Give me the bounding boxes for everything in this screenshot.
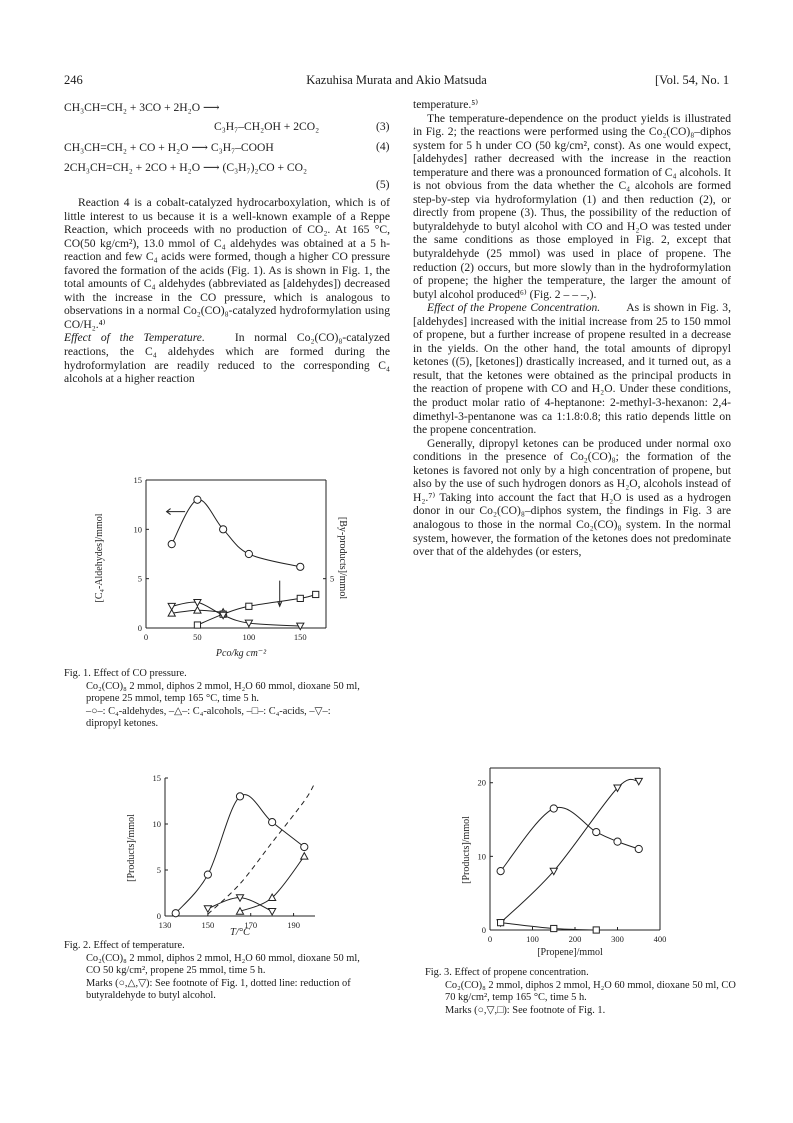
fig1-y-axis-right-label: [By-products]/mmol — [337, 516, 348, 600]
y-tick-label: 10 — [477, 851, 486, 862]
paragraph-temperature-ref: temperature.⁵⁾ — [413, 98, 479, 111]
fig3-caption-conditions: Co₂(CO)₈ 2 mmol, diphos 2 mmol, H₂O 60 mmol, dioxane 50 ml, CO 70 kg/cm², temp 165 °C, time 5 h. — [445, 979, 736, 1004]
figure-2-chart — [120, 770, 330, 940]
data-point-circle — [168, 541, 175, 548]
y-tick-label: 10 — [152, 819, 161, 829]
y-tick-label: 0 — [137, 623, 142, 633]
y-tick-label: 5 — [137, 573, 142, 584]
fig1-caption-conditions: Co₂(CO)₈ 2 mmol, diphos 2 mmol, H₂O 60 mmol, dioxane 50 ml, propene 25 mmol, temp 165 °C, time 5 h. — [86, 680, 360, 705]
x-tick-label: 100 — [526, 934, 539, 944]
fig2-caption-marks: Marks (○,△,▽): See footnote of Fig. 1, dotted line: reduction of butyraldehyde to butyl alcohol. — [86, 977, 351, 1002]
paragraph-reaction-4: Reaction 4 is a cobalt-catalyzed hydrocarboxylation, which is of little interest to us because it is a well-known example of a Reppe Reaction, which proceeds with no production of CO₂. At 165 °C, CO(50 kg/cm²), 13.0 mmol of C₄ aldehydes was obtained at a 5 h-reaction and few C₄ acids were formed, though a higher CO pressure favored the formation of the acids (Fig. 1). As is shown in Fig. 1, the total amounts of C₄ aldehydes (abbreviated as [aldehydes]) decreased with the increase in the CO pressure, which is analogous to observations in a normal Co₂(CO)₈-catalyzed hydroformylation using CO/H₂.⁴⁾ — [64, 196, 390, 331]
journal-volume: [Vol. 54, No. 1 — [655, 73, 730, 87]
paragraph-ketones: Generally, dipropyl ketones can be produced under normal oxo conditions in the presence of Co₂(CO)₈; the formation of the ketones is favored not only by a high concentration of propene, but also by the use of such hydrogen donors as H₂O, alcohols instead of H₂.⁷⁾ Taking into account the fact that H₂O is used as a hydrogen donor in our Co₂(CO)₈–diphos system, the findings in Fig. 3 are analogous to those in the normal Co₂(CO)₈ system. In the normal system, however, the formation of the ketones does not predominate over that of the aldehydes (or esters, — [413, 436, 731, 559]
fig1-right-tick-label: 5 — [330, 573, 335, 584]
section-head-temperature: Effect of the Temperature. — [64, 331, 205, 345]
equation-4: CH₃CH=CH₂ + CO + H₂O ⟶ C₃H₇–COOH — [64, 141, 274, 154]
equation-5-number: (5) — [376, 178, 390, 191]
fig2-y-axis-label: [Products]/mmol — [126, 814, 137, 882]
x-tick-label: 50 — [193, 632, 202, 642]
equation-3-line-1: CH₃CH=CH₂ + 3CO + 2H₂O ⟶ — [64, 101, 220, 114]
data-point-circle — [614, 838, 621, 845]
fig2-caption-title: Fig. 2. Effect of temperature. — [64, 940, 185, 951]
data-point-circle — [220, 526, 227, 533]
paragraph-temperature: In normal Co₂(CO)₈-catalyzed reactions, the C₄ aldehydes which are formed during the hydroformylation are readily reduced to the corresponding C₄ alcohols at a higher reaction — [64, 331, 390, 386]
series-line-c-alcohols — [240, 856, 304, 911]
fig3-y-axis-label: [Products]/mmol — [461, 816, 472, 884]
x-tick-label: 400 — [653, 934, 667, 944]
series-line-dipropyl-ketones — [501, 779, 639, 922]
fig1-caption-legend: –○–: C₄-aldehydes, –△–: C₄-alcohols, –□–: C₄-acids, –▽–: dipropyl ketones. — [86, 705, 331, 730]
fig2-x-axis-label: T/°C — [230, 927, 250, 938]
x-tick-label: 170 — [244, 920, 258, 930]
data-point-circle — [297, 563, 304, 570]
y-tick-label: 20 — [477, 777, 486, 788]
data-point-triangle-down — [168, 603, 175, 609]
data-point-circle — [635, 845, 642, 852]
data-point-triangle-down — [635, 778, 642, 784]
figure-2-caption — [64, 940, 364, 1003]
equation-4-number: (4) — [376, 140, 390, 153]
x-tick-label: 190 — [287, 920, 300, 930]
equation-5: 2CH₃CH=CH₂ + 2CO + H₂O ⟶ (C₃H₇)₂CO + CO₂ — [64, 161, 308, 174]
fig3-caption-title: Fig. 3. Effect of propene concentration. — [425, 967, 589, 978]
x-tick-label: 130 — [158, 920, 172, 930]
data-point-triangle-down — [269, 909, 276, 915]
y-tick-label: 10 — [133, 524, 142, 535]
fig3-caption-marks: Marks (○,▽,□): See footnote of Fig. 1. — [445, 1004, 606, 1016]
data-point-circle — [236, 793, 243, 800]
data-point-square — [498, 920, 504, 926]
data-point-circle — [269, 819, 276, 826]
y-tick-label: 15 — [133, 475, 142, 485]
page-number: 246 — [64, 73, 83, 87]
running-header-authors: Kazuhisa Murata and Akio Matsuda — [306, 73, 487, 87]
series-line-c-acids — [501, 923, 597, 930]
fig2-caption-conditions: Co₂(CO)₈ 2 mmol, diphos 2 mmol, H₂O 60 mmol, dioxane 50 ml, CO 50 kg/cm², propene 25 mmol, time 5 h. — [86, 952, 360, 977]
series-line-reduction-of-butyraldehyde-to-butyl-alcohol — [208, 783, 315, 915]
x-tick-label: 0 — [487, 934, 493, 944]
right-column-text — [413, 98, 731, 559]
data-point-circle — [204, 871, 211, 878]
x-tick-label: 150 — [201, 920, 215, 930]
data-point-circle — [194, 496, 201, 503]
data-point-circle — [245, 550, 252, 557]
data-point-square — [194, 622, 200, 628]
data-point-square — [593, 927, 599, 933]
figure-1-caption — [64, 668, 364, 731]
fig1-x-axis-label: Pco/kg cm⁻² — [215, 648, 267, 659]
equation-3-number: (3) — [376, 120, 390, 133]
figure-1-chart — [86, 460, 356, 660]
data-point-square — [297, 595, 303, 601]
x-tick-label: 200 — [568, 934, 582, 944]
series-line-c-aldehydes — [172, 500, 301, 567]
x-tick-label: 150 — [293, 632, 307, 642]
fig1-caption-title: Fig. 1. Effect of CO pressure. — [64, 668, 187, 679]
figure-3-caption — [425, 967, 745, 1017]
x-tick-label: 100 — [242, 632, 256, 642]
fig1-y-axis-label: [C₄-Aldehydes]/mmol — [94, 513, 105, 603]
left-column-text — [64, 196, 390, 386]
x-tick-label: 300 — [611, 934, 624, 944]
data-point-circle — [593, 828, 600, 835]
section-head-propene: Effect of the Propene Concentration. — [427, 301, 601, 315]
equation-3-line-2: C₃H₇–CH₂OH + 2CO₂ — [214, 120, 320, 133]
data-point-square — [246, 603, 252, 609]
data-point-circle — [550, 805, 557, 812]
data-point-square — [313, 591, 319, 597]
y-tick-label: 0 — [481, 925, 486, 935]
data-point-square — [551, 925, 557, 931]
y-tick-label: 5 — [156, 865, 161, 875]
paragraph-fig2-discussion: The temperature-dependence on the product yields is illustrated in Fig. 2; the reactions were performed using the Co₂(CO)₈–diphos system for 5 h under CO (50 kg/cm², const). As one would expect, [aldehydes] rather decreased with the increase in the reaction temperature and there was a pronounced formation of C₄ alcohols. It is not obvious from the data whether the C₄ alcohols are formed step-by-step via hydroformylation (1) and then reduction (2), or directly from propene (3). Thus, the possibility of the reduction of butyraldehyde to butyl alcohol with CO and H₂O was tested under the same conditions as those employed in Fig. 2, except that butyraldehyde (25 mmol) was used in place of propene. The reduction (2) occurs, but more slowly than in the hydroformylation of propene; the higher the temperature, the larger the amount of butyl alcohol produced⁶⁾ (Fig. 2 – – –,). — [413, 111, 731, 301]
x-tick-label: 0 — [143, 632, 149, 642]
paragraph-propene: As is shown in Fig. 3, [aldehydes] increased with the initial increase from 25 to 150 mmol of propene, but a further increase of propene resulted in a decrease in the yields. On the other hand, the total amounts of dipropyl ketones ((5), [ketones]) drastically increased, and it turned out, as a result, that the ketones were obtained as the principal products in the reaction of propene with CO and H₂O. Under these conditions, the product molar ratio of 4-heptanone: 2-methyl-3-hexanon: 2,4-dimethyl-3-pentanone was ca 1:1.8:0.8; this ratio depends little on the propene concentration. — [413, 301, 731, 437]
fig3-x-axis-label: [Propene]/mmol — [537, 947, 603, 958]
figure-3-chart — [455, 760, 670, 960]
y-tick-label: 15 — [152, 773, 161, 783]
series-line-dipropyl-ketones — [172, 602, 301, 626]
y-tick-label: 0 — [156, 911, 161, 921]
data-point-circle — [301, 843, 308, 850]
data-point-triangle — [301, 853, 308, 859]
data-point-circle — [172, 910, 179, 917]
data-point-circle — [497, 867, 504, 874]
